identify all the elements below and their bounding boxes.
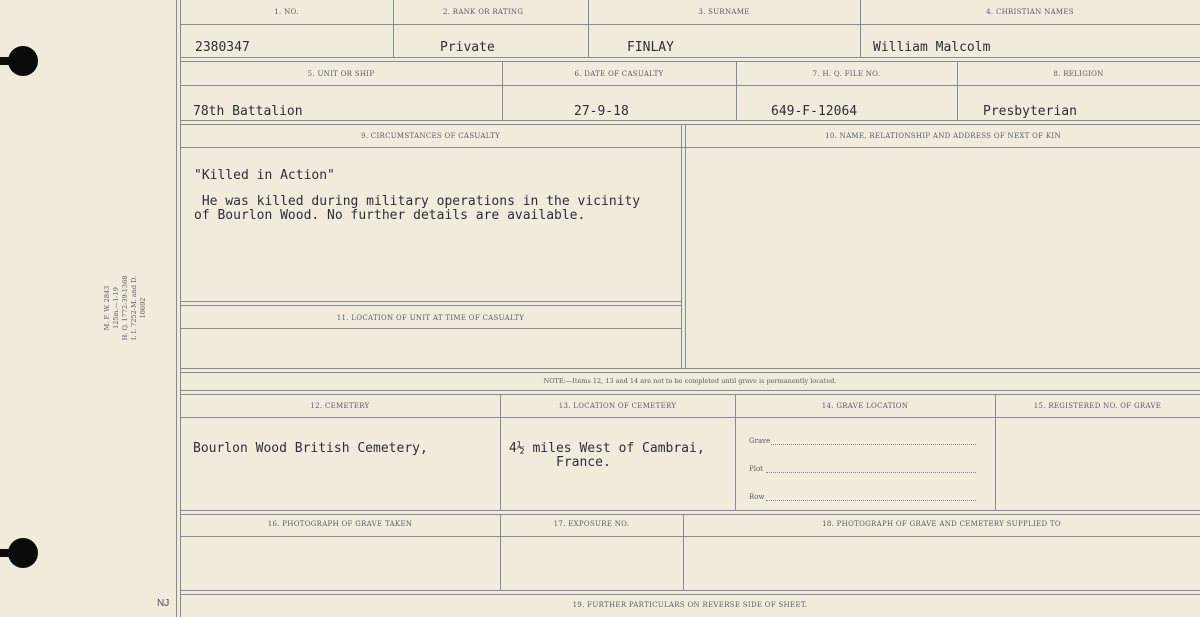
row-line: [766, 500, 976, 501]
header-christian-names: 4. CHRISTIAN NAMES: [986, 8, 1074, 16]
imprint-line: I. I. 7252-M. and D. 10692: [130, 275, 147, 341]
header-circumstances: 9. CIRCUMSTANCES OF CASUALTY: [360, 132, 500, 140]
clerk-initials: NJ: [157, 598, 170, 609]
header-exposure-no: 17. EXPOSURE NO.: [553, 520, 630, 528]
imprint-line: 125m.—1-19: [112, 287, 120, 329]
plot-line: [766, 472, 976, 473]
header-date: 6. DATE OF CASUALTY: [574, 70, 664, 78]
divider: [995, 394, 996, 510]
header-religion: 8. RELIGION: [1053, 70, 1104, 78]
divider: [180, 120, 1200, 125]
header-no: 1. NO.: [274, 8, 299, 16]
header-grave-location: 14. GRAVE LOCATION: [821, 402, 909, 410]
row-label: Row: [749, 493, 765, 501]
divider: [180, 510, 1200, 515]
value-circumstances-1: "Killed in Action": [194, 168, 335, 183]
divider: [180, 147, 1200, 148]
punch-hole-top-tab: [0, 57, 14, 65]
plot-label: Plot: [749, 465, 763, 473]
divider: [180, 57, 1200, 62]
header-rank: 2. RANK OR RATING: [443, 8, 524, 16]
punch-hole-bottom-tab: [0, 549, 14, 557]
divider: [681, 124, 686, 368]
divider: [180, 536, 1200, 537]
value-unit: 78th Battalion: [193, 104, 303, 119]
divider: [735, 394, 736, 510]
divider: [180, 24, 1200, 25]
value-circumstances-2: He was killed during military operations in the vicinity: [194, 194, 641, 209]
value-file-no: 649-F-12064: [771, 104, 858, 119]
header-registered-no: 15. REGISTERED NO. OF GRAVE: [1033, 402, 1162, 410]
value-christian-names: William Malcolm: [873, 40, 991, 55]
divider: [180, 85, 1200, 86]
header-photo-supplied: 18. PHOTOGRAPH OF GRAVE AND CEMETERY SUPPLIED TO: [822, 520, 1061, 528]
imprint-line: M. F. W. 2843: [103, 285, 111, 331]
header-unit: 5. UNIT OR SHIP: [307, 70, 375, 78]
header-next-of-kin: 10. NAME, RELATIONSHIP AND ADDRESS OF NEXT OF KIN: [825, 132, 1061, 140]
grave-note: NOTE:—Items 12, 13 and 14 are not to be completed until grave is permanently located.: [543, 377, 837, 385]
header-cemetery: 12. CEMETERY: [310, 402, 370, 410]
divider: [180, 417, 1200, 418]
divider: [180, 590, 1200, 595]
divider: [180, 368, 1200, 373]
value-religion: Presbyterian: [983, 104, 1077, 119]
grave-label: Grave: [749, 437, 771, 445]
grave-line: [771, 444, 976, 445]
header-photo-taken: 16. PHOTOGRAPH OF GRAVE TAKEN: [267, 520, 413, 528]
divider: [180, 301, 681, 306]
header-cemetery-location: 13. LOCATION OF CEMETERY: [558, 402, 677, 410]
value-surname: FINLAY: [627, 40, 674, 55]
header-unit-location: 11. LOCATION OF UNIT AT TIME OF CASUALTY: [336, 314, 525, 322]
header-surname: 3. SURNAME: [698, 8, 750, 16]
divider: [180, 328, 681, 329]
value-date: 27-9-18: [574, 104, 629, 119]
printer-imprint: [103, 273, 203, 343]
header-further-particulars: 19. FURTHER PARTICULARS ON REVERSE SIDE OF SHEET.: [572, 601, 808, 609]
value-number: 2380347: [195, 40, 250, 55]
value-cemetery-location-1: 4½ miles West of Cambrai,: [509, 441, 705, 456]
value-rank: Private: [440, 40, 495, 55]
divider: [500, 394, 501, 510]
value-cemetery-location-2: France.: [556, 455, 611, 470]
value-circumstances-3: of Bourlon Wood. No further details are available.: [194, 208, 586, 223]
divider: [180, 390, 1200, 395]
imprint-line: H. Q. 1772-39-1368: [121, 275, 129, 341]
header-file-no: 7. H. Q. FILE NO.: [812, 70, 881, 78]
value-cemetery: Bourlon Wood British Cemetery,: [193, 441, 428, 456]
